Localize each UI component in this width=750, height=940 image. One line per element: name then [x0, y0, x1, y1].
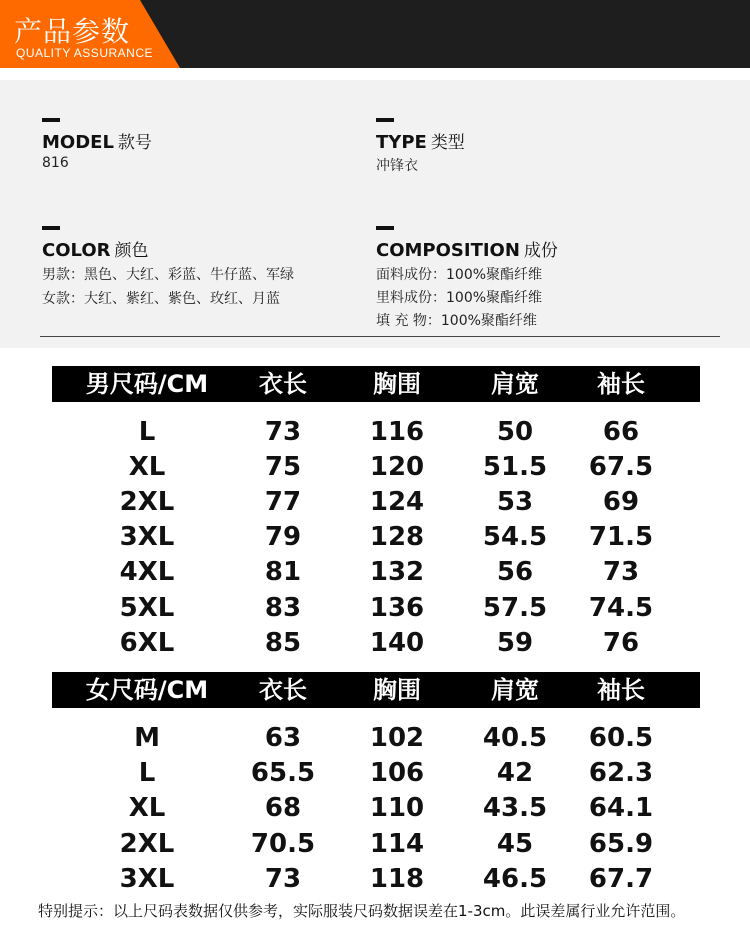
women-header-size: 女尺码/CM — [85, 676, 209, 704]
women-cell-chest: 118 — [369, 864, 425, 894]
men-cell-sleeve: 73 — [602, 557, 640, 587]
men-cell-chest: 136 — [369, 593, 425, 623]
size-footnote: 特别提示：以上尺码表数据仅供参考，实际服装尺码数据误差在1-3cm。此误差属行业允许范围。 — [38, 902, 686, 920]
men-cell-length: 73 — [264, 417, 302, 447]
men-cell-chest: 120 — [369, 452, 425, 482]
men-table-header — [52, 366, 700, 402]
women-table-row — [52, 862, 700, 897]
women-header-chest: 胸围 — [373, 676, 421, 704]
men-header-size: 男尺码/CM — [85, 370, 209, 398]
color-dash — [42, 226, 60, 230]
men-cell-chest: 132 — [369, 557, 425, 587]
type-label-en: TYPE — [376, 132, 427, 153]
men-header-shoulder: 肩宽 — [491, 370, 539, 398]
men-header-length: 衣长 — [259, 370, 307, 398]
composition-line-shell: 面料成份：100%聚酯纤维 — [376, 267, 543, 283]
men-cell-sleeve: 67.5 — [588, 452, 654, 482]
color-line-women: 女款：大红、紫红、紫色、玫红、月蓝 — [42, 291, 280, 307]
men-header-sleeve: 袖长 — [597, 370, 645, 398]
composition-label-cn: 成份 — [523, 241, 558, 261]
men-cell-sleeve: 71.5 — [588, 522, 654, 552]
page-subtitle: QUALITY ASSURANCE — [16, 46, 153, 60]
women-cell-length: 68 — [264, 793, 302, 823]
men-cell-chest: 128 — [369, 522, 425, 552]
women-cell-length: 73 — [264, 864, 302, 894]
men-cell-length: 75 — [264, 452, 302, 482]
men-cell-length: 83 — [264, 593, 302, 623]
men-cell-sleeve: 74.5 — [588, 593, 654, 623]
type-dash — [376, 118, 394, 122]
women-cell-length: 63 — [264, 723, 302, 753]
women-table-row — [52, 721, 700, 756]
men-cell-shoulder: 51.5 — [482, 452, 548, 482]
composition-label-en: COMPOSITION — [376, 240, 520, 261]
men-table-row — [52, 591, 700, 626]
women-table-header — [52, 672, 700, 708]
color-label — [42, 236, 149, 261]
divider — [40, 336, 720, 337]
type-label-cn: 类型 — [430, 133, 465, 153]
men-header-chest: 胸围 — [373, 370, 421, 398]
model-label-en: MODEL — [42, 132, 114, 153]
women-cell-sleeve: 60.5 — [588, 723, 654, 753]
color-label-cn: 颜色 — [114, 241, 149, 261]
men-table-row — [52, 485, 700, 520]
women-table-row — [52, 827, 700, 862]
women-cell-chest: 110 — [369, 793, 425, 823]
men-cell-chest: 124 — [369, 487, 425, 517]
men-table-row — [52, 520, 700, 555]
men-cell-shoulder: 54.5 — [482, 522, 548, 552]
color-line-men: 男款：黑色、大红、彩蓝、牛仔蓝、军绿 — [42, 267, 294, 283]
men-cell-shoulder: 57.5 — [482, 593, 548, 623]
composition-line-filling: 填 充 物：100%聚酯纤维 — [376, 313, 537, 329]
men-cell-length: 81 — [264, 557, 302, 587]
women-header-length: 衣长 — [259, 676, 307, 704]
women-cell-chest: 114 — [369, 829, 425, 859]
composition-label — [376, 236, 558, 261]
men-cell-length: 85 — [264, 628, 302, 658]
model-label — [42, 128, 152, 153]
model-value: 816 — [42, 155, 69, 171]
men-table-row — [52, 450, 700, 485]
men-cell-length: 77 — [264, 487, 302, 517]
men-cell-size: 4XL — [119, 557, 175, 587]
color-label-en: COLOR — [42, 240, 111, 261]
type-value: 冲锋衣 — [376, 158, 418, 174]
composition-dash — [376, 226, 394, 230]
men-cell-shoulder: 56 — [496, 557, 534, 587]
model-label-cn: 款号 — [117, 133, 152, 153]
women-cell-sleeve: 62.3 — [588, 758, 654, 788]
men-cell-sleeve: 66 — [602, 417, 640, 447]
women-cell-length: 70.5 — [250, 829, 316, 859]
men-cell-length: 79 — [264, 522, 302, 552]
women-cell-size: XL — [128, 793, 166, 823]
type-label — [376, 128, 465, 153]
women-header-sleeve: 袖长 — [597, 676, 645, 704]
men-table-row — [52, 415, 700, 450]
women-cell-size: L — [138, 758, 156, 788]
men-cell-size: L — [138, 417, 156, 447]
women-header-shoulder: 肩宽 — [491, 676, 539, 704]
men-cell-chest: 116 — [369, 417, 425, 447]
composition-line-lining: 里料成份：100%聚酯纤维 — [376, 290, 543, 306]
women-cell-sleeve: 67.7 — [588, 864, 654, 894]
women-cell-shoulder: 45 — [496, 829, 534, 859]
men-cell-size: XL — [128, 452, 166, 482]
men-cell-shoulder: 53 — [496, 487, 534, 517]
women-cell-chest: 106 — [369, 758, 425, 788]
women-cell-shoulder: 46.5 — [482, 864, 548, 894]
men-cell-size: 6XL — [119, 628, 175, 658]
women-cell-shoulder: 42 — [496, 758, 534, 788]
men-table-row — [52, 555, 700, 590]
men-cell-sleeve: 69 — [602, 487, 640, 517]
women-cell-chest: 102 — [369, 723, 425, 753]
women-table-row — [52, 791, 700, 826]
women-cell-size: 3XL — [119, 864, 175, 894]
men-cell-chest: 140 — [369, 628, 425, 658]
men-table-row — [52, 626, 700, 661]
women-cell-sleeve: 65.9 — [588, 829, 654, 859]
men-cell-size: 5XL — [119, 593, 175, 623]
men-cell-sleeve: 76 — [602, 628, 640, 658]
model-dash — [42, 118, 60, 122]
women-cell-size: M — [134, 723, 160, 753]
women-cell-length: 65.5 — [250, 758, 316, 788]
men-cell-size: 3XL — [119, 522, 175, 552]
women-cell-size: 2XL — [119, 829, 175, 859]
page-title: 产品参数 — [14, 15, 131, 48]
women-cell-sleeve: 64.1 — [588, 793, 654, 823]
men-cell-size: 2XL — [119, 487, 175, 517]
men-cell-shoulder: 59 — [496, 628, 534, 658]
women-cell-shoulder: 40.5 — [482, 723, 548, 753]
men-cell-shoulder: 50 — [496, 417, 534, 447]
women-cell-shoulder: 43.5 — [482, 793, 548, 823]
women-table-row — [52, 756, 700, 791]
